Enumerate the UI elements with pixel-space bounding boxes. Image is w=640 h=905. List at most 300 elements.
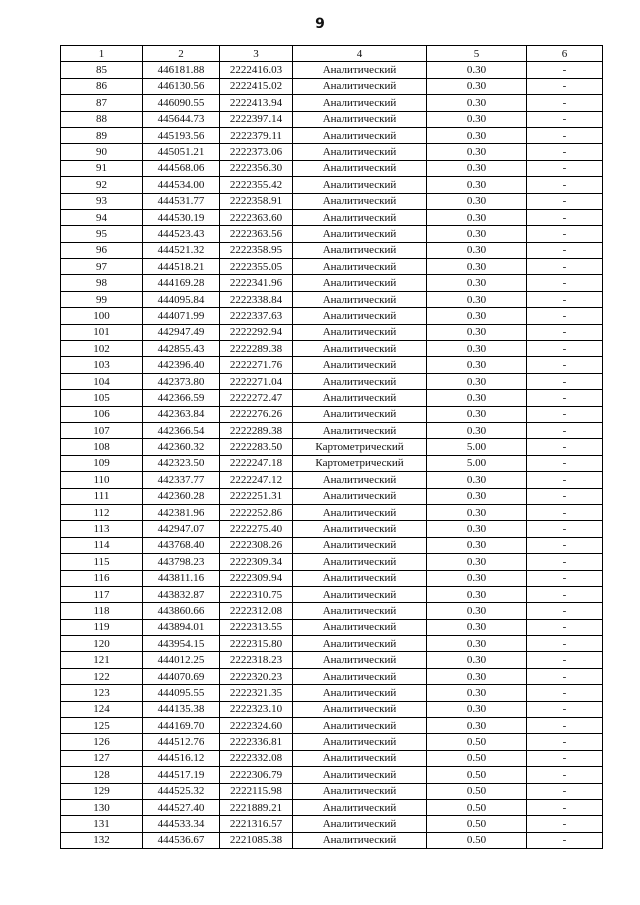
table-cell: 0.30 (427, 193, 527, 209)
table-cell: 2222373.06 (220, 144, 293, 160)
table-cell: 92 (61, 177, 143, 193)
table-cell: Аналитический (293, 160, 427, 176)
table-cell: Аналитический (293, 62, 427, 78)
table-cell: Аналитический (293, 111, 427, 127)
table-cell: 2222336.81 (220, 734, 293, 750)
table-cell: 0.30 (427, 160, 527, 176)
table-cell: 0.30 (427, 521, 527, 537)
table-cell: 0.30 (427, 144, 527, 160)
table-cell: 91 (61, 160, 143, 176)
table-row (61, 226, 603, 242)
column-header: 3 (220, 46, 293, 62)
table-cell: 442947.07 (143, 521, 220, 537)
table-cell: 95 (61, 226, 143, 242)
table-cell: 444135.38 (143, 701, 220, 717)
table-cell: 445644.73 (143, 111, 220, 127)
table-cell: - (527, 144, 603, 160)
table-cell: 444070.69 (143, 668, 220, 684)
table-cell: 2222292.94 (220, 324, 293, 340)
table-row (61, 685, 603, 701)
table-cell: Аналитический (293, 406, 427, 422)
table-row (61, 127, 603, 143)
table-cell: - (527, 783, 603, 799)
table-cell: Картометрический (293, 455, 427, 471)
table-cell: 0.50 (427, 750, 527, 766)
table-cell: 2222318.23 (220, 652, 293, 668)
table-cell: 87 (61, 95, 143, 111)
table-row (61, 488, 603, 504)
table-cell: - (527, 259, 603, 275)
table-cell: Аналитический (293, 275, 427, 291)
table-cell: 2222272.47 (220, 390, 293, 406)
table-cell: - (527, 652, 603, 668)
table-row (61, 242, 603, 258)
table-cell: 0.30 (427, 226, 527, 242)
table-cell: 0.30 (427, 341, 527, 357)
table-cell: 0.30 (427, 324, 527, 340)
table-header-row (61, 46, 603, 62)
table-cell: 111 (61, 488, 143, 504)
table-cell: 442363.84 (143, 406, 220, 422)
table-cell: 2222363.56 (220, 226, 293, 242)
table-cell: 2222271.04 (220, 373, 293, 389)
table-cell: 442323.50 (143, 455, 220, 471)
table-cell: 2222358.91 (220, 193, 293, 209)
table-cell: 443954.15 (143, 636, 220, 652)
coordinates-table (60, 45, 603, 849)
table-cell: 446130.56 (143, 78, 220, 94)
table-cell: Аналитический (293, 488, 427, 504)
table-cell: 2222415.02 (220, 78, 293, 94)
table-cell: 444530.19 (143, 209, 220, 225)
table-cell: - (527, 341, 603, 357)
table-cell: 128 (61, 767, 143, 783)
table-row (61, 504, 603, 520)
table-cell: 443832.87 (143, 586, 220, 602)
table-cell: 444095.84 (143, 291, 220, 307)
table-cell: 446090.55 (143, 95, 220, 111)
table-cell: 0.30 (427, 95, 527, 111)
table-cell: 0.30 (427, 406, 527, 422)
table-cell: 0.30 (427, 685, 527, 701)
table-cell: 0.30 (427, 603, 527, 619)
table-cell: 2222283.50 (220, 439, 293, 455)
table-cell: 85 (61, 62, 143, 78)
table-cell: 124 (61, 701, 143, 717)
table-cell: 117 (61, 586, 143, 602)
table-cell: 444518.21 (143, 259, 220, 275)
table-cell: - (527, 111, 603, 127)
table-cell: 2222321.35 (220, 685, 293, 701)
table-row (61, 750, 603, 766)
table-cell: Аналитический (293, 652, 427, 668)
table-row (61, 783, 603, 799)
table-row (61, 341, 603, 357)
table-cell: 0.30 (427, 619, 527, 635)
table-cell: 2222271.76 (220, 357, 293, 373)
table-cell: 106 (61, 406, 143, 422)
table-cell: 0.30 (427, 62, 527, 78)
table-cell: 0.30 (427, 504, 527, 520)
table-cell: 0.30 (427, 127, 527, 143)
table-cell: - (527, 537, 603, 553)
table-cell: 444012.25 (143, 652, 220, 668)
table-cell: 2222379.11 (220, 127, 293, 143)
table-cell: Аналитический (293, 783, 427, 799)
table-cell: 444531.77 (143, 193, 220, 209)
table-body (61, 62, 603, 849)
table-cell: 2222332.08 (220, 750, 293, 766)
table-cell: 0.50 (427, 734, 527, 750)
table-row (61, 832, 603, 848)
table-cell: 115 (61, 554, 143, 570)
table-row (61, 619, 603, 635)
table-cell: Аналитический (293, 603, 427, 619)
table-row (61, 570, 603, 586)
table-cell: 0.50 (427, 832, 527, 848)
table-cell: 2222338.84 (220, 291, 293, 307)
table-row (61, 668, 603, 684)
table-cell: - (527, 570, 603, 586)
table-row (61, 373, 603, 389)
table-row (61, 537, 603, 553)
table-row (61, 455, 603, 471)
table-row (61, 111, 603, 127)
table-cell: 105 (61, 390, 143, 406)
table-cell: 101 (61, 324, 143, 340)
table-cell: Аналитический (293, 291, 427, 307)
table-cell: Аналитический (293, 816, 427, 832)
table-cell: - (527, 275, 603, 291)
table-cell: Аналитический (293, 144, 427, 160)
table-cell: - (527, 357, 603, 373)
table-row (61, 586, 603, 602)
table-cell: 5.00 (427, 455, 527, 471)
page-number: 9 (315, 16, 325, 32)
table-cell: Аналитический (293, 242, 427, 258)
table-cell: - (527, 160, 603, 176)
table-cell: 2221085.38 (220, 832, 293, 848)
table-cell: 442360.28 (143, 488, 220, 504)
table-row (61, 308, 603, 324)
table-row (61, 767, 603, 783)
table-row (61, 275, 603, 291)
table-cell: 0.30 (427, 636, 527, 652)
table-cell: - (527, 816, 603, 832)
table-cell: - (527, 324, 603, 340)
table-cell: Аналитический (293, 341, 427, 357)
table-cell: 0.30 (427, 554, 527, 570)
table-cell: 442396.40 (143, 357, 220, 373)
table-cell: 0.30 (427, 78, 527, 94)
table-cell: 0.30 (427, 308, 527, 324)
table-cell: 2222289.38 (220, 422, 293, 438)
table-cell: - (527, 390, 603, 406)
table-cell: Аналитический (293, 373, 427, 389)
table-cell: - (527, 78, 603, 94)
table-cell: 444512.76 (143, 734, 220, 750)
table-cell: 2222312.08 (220, 603, 293, 619)
table-cell: Аналитический (293, 701, 427, 717)
table-cell: 0.30 (427, 259, 527, 275)
table-cell: 444568.06 (143, 160, 220, 176)
table-cell: 0.30 (427, 209, 527, 225)
table-cell: 443798.23 (143, 554, 220, 570)
table-cell: - (527, 750, 603, 766)
table-cell: - (527, 62, 603, 78)
table-cell: - (527, 472, 603, 488)
table-cell: 444523.43 (143, 226, 220, 242)
table-cell: 2222247.18 (220, 455, 293, 471)
table-cell: 444095.55 (143, 685, 220, 701)
table-cell: - (527, 603, 603, 619)
table-cell: Аналитический (293, 209, 427, 225)
table-cell: 0.30 (427, 668, 527, 684)
table-row (61, 816, 603, 832)
table-cell: Аналитический (293, 734, 427, 750)
table-cell: 2222289.38 (220, 341, 293, 357)
table-cell: - (527, 832, 603, 848)
table-cell: Аналитический (293, 799, 427, 815)
table-cell: Аналитический (293, 259, 427, 275)
table-cell: 0.50 (427, 816, 527, 832)
table-row (61, 78, 603, 94)
table-cell: 444517.19 (143, 767, 220, 783)
table-cell: - (527, 554, 603, 570)
table-cell: 442947.49 (143, 324, 220, 340)
table-row (61, 636, 603, 652)
table-row (61, 144, 603, 160)
table-row (61, 554, 603, 570)
table-cell: - (527, 422, 603, 438)
table-cell: 442337.77 (143, 472, 220, 488)
table-cell: - (527, 636, 603, 652)
table-cell: 442855.43 (143, 341, 220, 357)
table-cell: 0.30 (427, 291, 527, 307)
table-row (61, 521, 603, 537)
table-cell: 0.30 (427, 718, 527, 734)
table-cell: 2222320.23 (220, 668, 293, 684)
table-cell: 0.30 (427, 652, 527, 668)
table-cell: 2222356.30 (220, 160, 293, 176)
table-cell: 116 (61, 570, 143, 586)
table-cell: 126 (61, 734, 143, 750)
table-row (61, 422, 603, 438)
table-cell: 2222309.94 (220, 570, 293, 586)
table-row (61, 95, 603, 111)
table-row (61, 406, 603, 422)
table-cell: 113 (61, 521, 143, 537)
table-cell: 110 (61, 472, 143, 488)
table-cell: - (527, 209, 603, 225)
table-cell: 442366.59 (143, 390, 220, 406)
table-cell: 0.30 (427, 242, 527, 258)
table-cell: 93 (61, 193, 143, 209)
table-cell: 0.30 (427, 390, 527, 406)
table-cell: - (527, 619, 603, 635)
table-cell: Аналитический (293, 521, 427, 537)
table-cell: 2222247.12 (220, 472, 293, 488)
table-cell: - (527, 193, 603, 209)
table-cell: 0.30 (427, 488, 527, 504)
table-cell: 444516.12 (143, 750, 220, 766)
table-cell: Аналитический (293, 472, 427, 488)
table-cell: 2222416.03 (220, 62, 293, 78)
table-cell: 442360.32 (143, 439, 220, 455)
table-cell: 2222306.79 (220, 767, 293, 783)
table-cell: - (527, 586, 603, 602)
table-row (61, 160, 603, 176)
table-cell: 2222363.60 (220, 209, 293, 225)
table-cell: - (527, 521, 603, 537)
table-cell: 108 (61, 439, 143, 455)
table-cell: Аналитический (293, 685, 427, 701)
table-cell: Аналитический (293, 390, 427, 406)
table-cell: - (527, 242, 603, 258)
table-row (61, 390, 603, 406)
table-cell: Аналитический (293, 750, 427, 766)
table-cell: 442381.96 (143, 504, 220, 520)
table-row (61, 324, 603, 340)
table-cell: 2222413.94 (220, 95, 293, 111)
table-cell: 132 (61, 832, 143, 848)
table-cell: 442373.80 (143, 373, 220, 389)
table-row (61, 209, 603, 225)
column-header: 4 (293, 46, 427, 62)
table-cell: Аналитический (293, 193, 427, 209)
table-cell: 446181.88 (143, 62, 220, 78)
table-cell: 0.30 (427, 472, 527, 488)
table-cell: Аналитический (293, 324, 427, 340)
table-cell: 443811.16 (143, 570, 220, 586)
table-cell: 104 (61, 373, 143, 389)
table-cell: Аналитический (293, 767, 427, 783)
table-cell: - (527, 488, 603, 504)
table-cell: 2222323.10 (220, 701, 293, 717)
table-cell: Аналитический (293, 422, 427, 438)
table-cell: - (527, 734, 603, 750)
table-cell: 103 (61, 357, 143, 373)
table-cell: 2222310.75 (220, 586, 293, 602)
table-cell: 97 (61, 259, 143, 275)
table-cell: 2222324.60 (220, 718, 293, 734)
table-cell: - (527, 799, 603, 815)
table-cell: 89 (61, 127, 143, 143)
table-cell: 0.30 (427, 357, 527, 373)
table-cell: - (527, 373, 603, 389)
table-cell: 444527.40 (143, 799, 220, 815)
table-cell: - (527, 718, 603, 734)
table-cell: 2222313.55 (220, 619, 293, 635)
table-cell: 107 (61, 422, 143, 438)
table-cell: 2222397.14 (220, 111, 293, 127)
table-cell: - (527, 291, 603, 307)
table-cell: Картометрический (293, 439, 427, 455)
table-cell: 0.50 (427, 799, 527, 815)
table-cell: 86 (61, 78, 143, 94)
table-cell: 99 (61, 291, 143, 307)
table-cell: 444071.99 (143, 308, 220, 324)
table-row (61, 439, 603, 455)
table-cell: 2222275.40 (220, 521, 293, 537)
table-cell: 90 (61, 144, 143, 160)
table-cell: - (527, 308, 603, 324)
table-row (61, 62, 603, 78)
table-cell: - (527, 668, 603, 684)
table-cell: 96 (61, 242, 143, 258)
table-cell: 444169.28 (143, 275, 220, 291)
table-cell: 2222358.95 (220, 242, 293, 258)
table-cell: 2221889.21 (220, 799, 293, 815)
table-row (61, 259, 603, 275)
table-cell: 5.00 (427, 439, 527, 455)
table-cell: 0.50 (427, 767, 527, 783)
table-cell: 121 (61, 652, 143, 668)
table-cell: 0.30 (427, 586, 527, 602)
column-header: 5 (427, 46, 527, 62)
table-cell: 445193.56 (143, 127, 220, 143)
table-cell: - (527, 95, 603, 111)
table-cell: 2222251.31 (220, 488, 293, 504)
table-cell: - (527, 455, 603, 471)
table-cell: - (527, 177, 603, 193)
table-cell: - (527, 439, 603, 455)
table-cell: Аналитический (293, 357, 427, 373)
table-cell: 0.30 (427, 275, 527, 291)
table-cell: - (527, 767, 603, 783)
table-cell: 442366.54 (143, 422, 220, 438)
table-cell: Аналитический (293, 308, 427, 324)
table-row (61, 701, 603, 717)
column-header: 1 (61, 46, 143, 62)
column-header: 6 (527, 46, 603, 62)
table-row (61, 799, 603, 815)
table-cell: 2222315.80 (220, 636, 293, 652)
table-cell: 88 (61, 111, 143, 127)
table-cell: Аналитический (293, 718, 427, 734)
column-header: 2 (143, 46, 220, 62)
table-cell: 444525.32 (143, 783, 220, 799)
table-cell: 2222355.05 (220, 259, 293, 275)
table-cell: 0.30 (427, 701, 527, 717)
table-cell: Аналитический (293, 78, 427, 94)
table-cell: 0.30 (427, 537, 527, 553)
table-cell: 125 (61, 718, 143, 734)
table-cell: Аналитический (293, 177, 427, 193)
table-cell: Аналитический (293, 586, 427, 602)
table-cell: 2222308.26 (220, 537, 293, 553)
table-row (61, 718, 603, 734)
table-cell: Аналитический (293, 636, 427, 652)
table-cell: Аналитический (293, 570, 427, 586)
table-cell: - (527, 226, 603, 242)
table-cell: 100 (61, 308, 143, 324)
table-cell: Аналитический (293, 619, 427, 635)
table-cell: 94 (61, 209, 143, 225)
table-cell: 0.30 (427, 373, 527, 389)
table-cell: 0.30 (427, 422, 527, 438)
table-cell: 102 (61, 341, 143, 357)
table-row (61, 652, 603, 668)
table-cell: - (527, 406, 603, 422)
table-cell: 444534.00 (143, 177, 220, 193)
table-cell: Аналитический (293, 226, 427, 242)
table-cell: 127 (61, 750, 143, 766)
table-cell: 119 (61, 619, 143, 635)
table-cell: Аналитический (293, 537, 427, 553)
table-cell: Аналитический (293, 504, 427, 520)
table-cell: 443894.01 (143, 619, 220, 635)
